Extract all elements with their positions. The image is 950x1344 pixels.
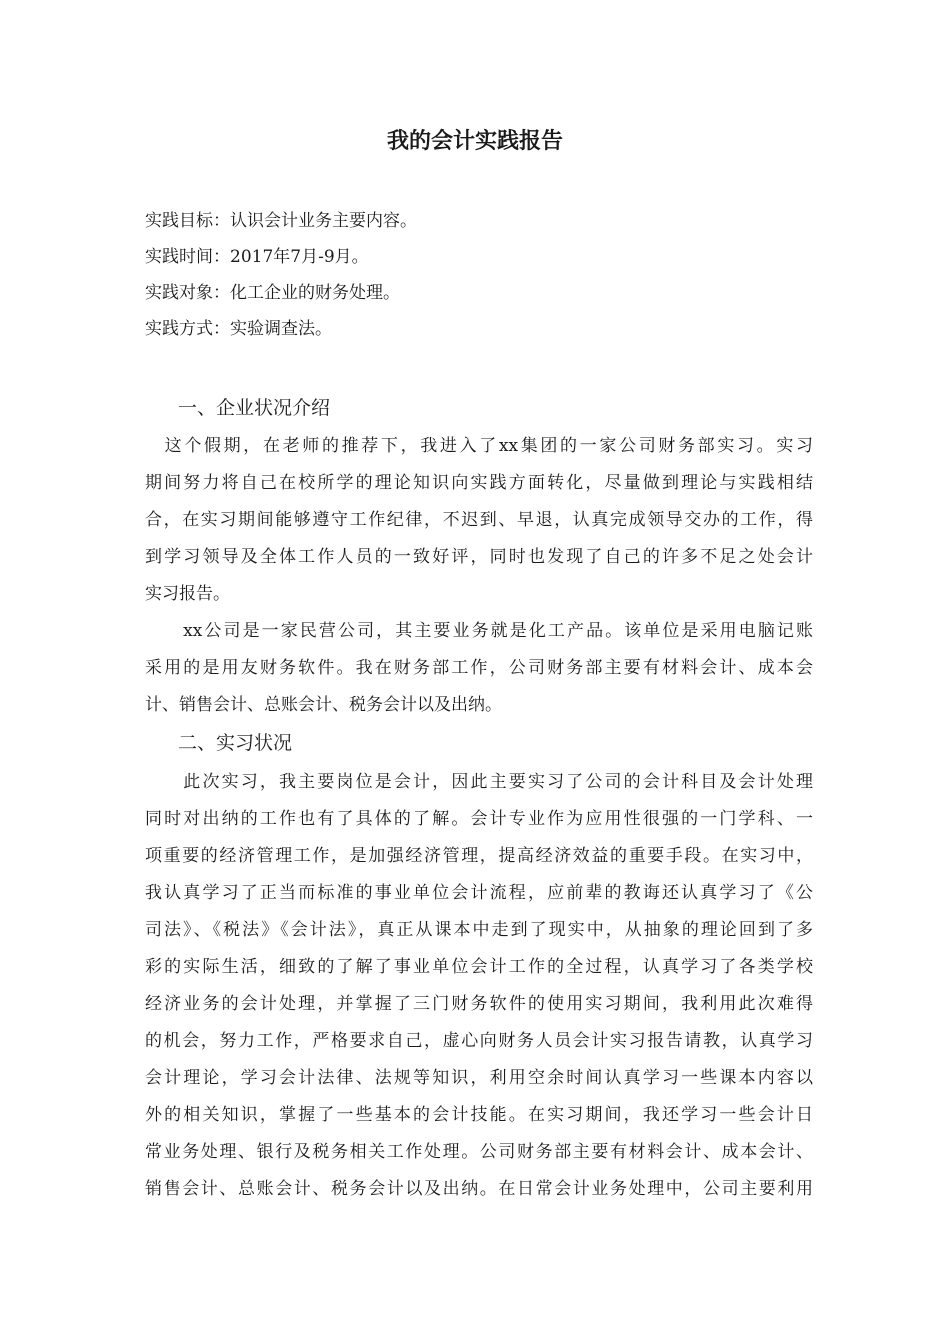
text-line: 彩的实际生活，细致的了解了事业单位会计工作的全过程，认真学习了各类学校 [145,957,813,977]
text-line: 实习报告。 [145,584,230,604]
text-line: 计、销售会计、总账会计、税务会计以及出纳。 [145,695,502,715]
text-line: 外的相关知识，掌握了一些基本的会计技能。在实习期间，我还学习一些会计日 [145,1105,813,1125]
section1-paragraph-1 [145,428,813,613]
section-heading-company-overview: 一、企业状况介绍 [178,397,331,419]
text-line: 期间努力将自己在校所学的理论知识向实践方面转化，尽量做到理论与实践相结 [145,473,813,493]
text-line: 这个假期，在老师的推荐下，我进入了xx集团的一家公司财务部实习。实习 [145,436,813,456]
practice-goal: 实践目标：认识会计业务主要内容。 [145,211,417,231]
page-title: 我的会计实践报告 [386,129,563,154]
text-line: 司法》、《税法》《会计法》，真正从课本中走到了现实中，从抽象的理论回到了多 [145,920,813,940]
practice-method: 实践方式：实验调查法。 [145,319,332,339]
text-line: 合，在实习期间能够遵守工作纪律，不迟到、早退，认真完成领导交办的工作，得 [145,510,813,530]
section1-paragraph-2 [145,613,813,724]
practice-time: 实践时间：2017年7月-9月。 [145,247,369,267]
text-line: 销售会计、总账会计、税务会计以及出纳。在日常会计业务处理中，公司主要利用 [145,1179,813,1199]
text-line: 到学习领导及全体工作人员的一致好评，同时也发现了自己的许多不足之处会计 [145,547,813,567]
text-line: 会计理论，学习会计法律、法规等知识，利用空余时间认真学习一些课本内容以 [145,1068,813,1088]
text-line: 采用的是用友财务软件。我在财务部工作，公司财务部主要有材料会计、成本会 [145,658,813,678]
text-line: 此次实习，我主要岗位是会计，因此主要实习了公司的会计科目及会计处理 [145,772,813,792]
practice-object: 实践对象：化工企业的财务处理。 [145,283,400,303]
section-heading-internship-status: 二、实习状况 [178,732,293,754]
text-line: 常业务处理、银行及税务相关工作处理。公司财务部主要有材料会计、成本会计、 [145,1142,813,1162]
text-line: xx公司是一家民营公司，其主要业务就是化工产品。该单位是采用电脑记账 [145,621,813,641]
text-line: 经济业务的会计处理，并掌握了三门财务软件的使用实习期间，我利用此次难得 [145,994,813,1014]
text-line: 我认真学习了正当而标准的事业单位会计流程，应前辈的教诲还认真学习了《公 [145,883,813,903]
practice-info-list [145,203,825,347]
text-line: 的机会，努力工作，严格要求自己，虚心向财务人员会计实习报告请教，认真学习 [145,1031,813,1051]
section2-paragraph-1 [145,764,813,1208]
text-line: 同时对出纳的工作也有了具体的了解。会计专业作为应用性很强的一门学科、一 [145,809,813,829]
text-line: 项重要的经济管理工作，是加强经济管理，提高经济效益的重要手段。在实习中， [145,846,813,866]
